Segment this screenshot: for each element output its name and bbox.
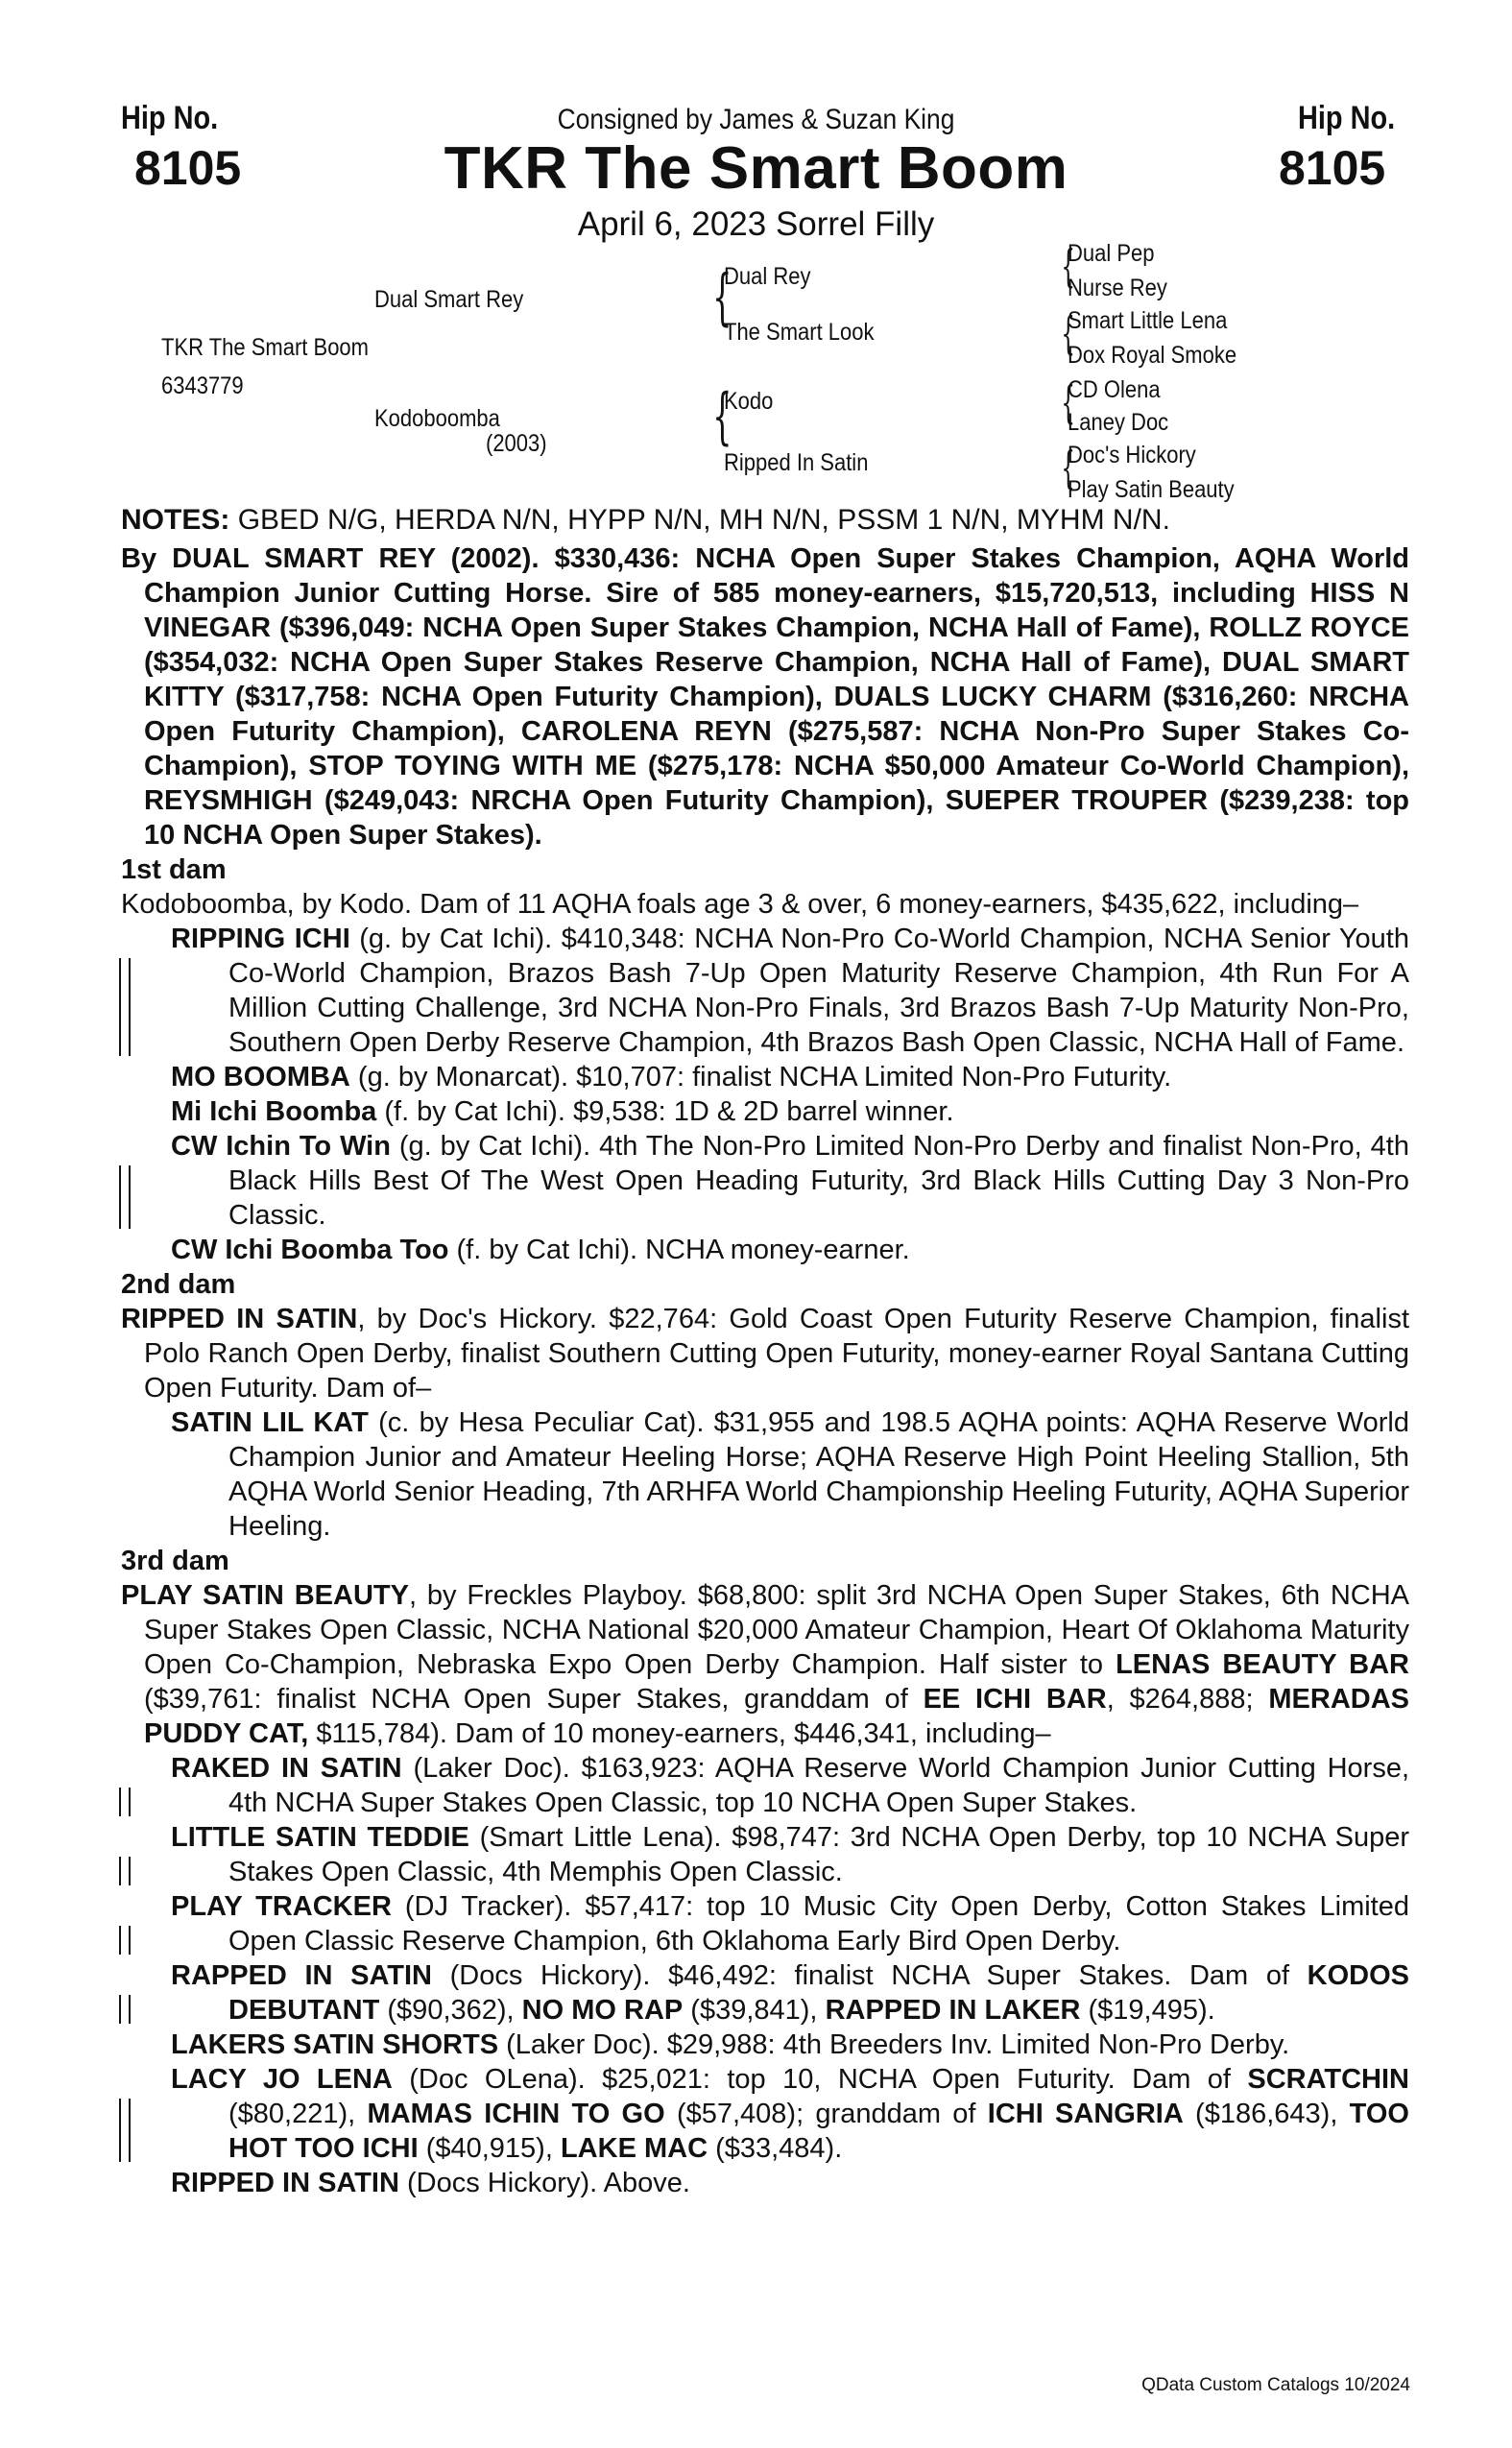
hip-label-left: Hip No. [121,100,219,136]
gen3-2: Nurse Rey [1068,275,1167,301]
hip-label-right: Hip No. [1298,100,1396,136]
sire-dam: The Smart Look [724,319,875,346]
catalog-body [121,503,1409,2200]
produce-entry: LACY JO LENA (Doc OLena). $25,021: top 10, NCHA Open Futurity. Dam of SCRATCHIN ($80,221), MAMAS ICHIN TO GO ($57,408); granddam of ICHI SANGRIA ($186,643), TOO HOT TOO ICHI ($40,915), LAKE MAC ($33,484). [171,2062,1409,2166]
third-dam-intro: PLAY SATIN BEAUTY, by Freckles Playboy. $68,800: split 3rd NCHA Open Super Stakes, 6th NCHA Super Stakes Open Classic, NCHA National $20,000 Amateur Champion, Heart Of Oklahoma Maturity Open Co-Champion, Nebraska Expo Open Derby Champion. Half sister to LENAS BEAUTY BAR ($39,761: finalist NCHA Open Super Stakes, granddam of EE ICHI BAR, $264,888; MERADAS PUDDY CAT, $115,784). Dam of 10 money-earners, $446,341, including– [121,1580,1409,1749]
dam-dam: Ripped In Satin [724,449,869,476]
produce-entry: Mi Ichi Boomba (f. by Cat Ichi). $9,538: 1D & 2D barrel winner. [171,1096,954,1127]
dam-name: Kodoboomba [374,405,500,432]
gen3-7: Doc's Hickory [1068,442,1196,468]
brace-g3-3: { [1061,376,1075,428]
produce-entry: MO BOOMBA (g. by Monarcat). $10,707: finalist NCHA Limited Non-Pro Futurity. [171,1062,1172,1092]
produce-entry: SATIN LIL KAT (c. by Hesa Peculiar Cat). $31,955 and 198.5 AQHA points: AQHA Reserve World Champion Junior and Amateur Heeling Horse; AQHA Reserve High Point Heeling Stallion, 5th AQHA World Senior Heading, 7th ARHFA World Championship Heeling Futurity, AQHA Superior Heeling. [171,1407,1409,1542]
registration-number: 6343779 [161,372,244,399]
pedigree-horse-name: TKR The Smart Boom [161,334,369,361]
first-dam-produce [121,922,1409,1267]
horse-name-title: TKR The Smart Boom [444,135,1068,202]
sire-name: Dual Smart Rey [374,286,524,313]
brace-dam: { [712,381,732,452]
gen3-5: CD Olena [1068,376,1161,403]
foaling-info: April 6, 2023 Sorrel Filly [577,205,935,243]
gen3-6: Laney Doc [1068,409,1169,436]
produce-entry: CW Ichi Boomba Too (f. by Cat Ichi). NCHA money-earner. [171,1235,910,1265]
second-dam-intro: RIPPED IN SATIN, by Doc's Hickory. $22,764: Gold Coast Open Futurity Reserve Champion, finalist Polo Ranch Open Derby, finalist Southern Cutting Open Futurity, money-earner Royal Santana Cutting Open Futurity. Dam of– [121,1304,1410,1404]
brace-sire: { [712,262,732,333]
consignor: Consigned by James & Suzan King [557,104,955,135]
sire-sire: Dual Rey [724,263,811,290]
first-dam-heading: 1st dam [121,854,227,885]
gen3-3: Smart Little Lena [1068,307,1228,334]
hip-number-right: 8105 [1279,141,1386,195]
produce-entry: RIPPING ICHI (g. by Cat Ichi). $410,348: NCHA Non-Pro Co-World Champion, NCHA Senior Youth Co-World Champion, Brazos Bash 7-Up Open Maturity Reserve Champion, 4th Run For A Million Cutting Challenge, 3rd NCHA Non-Pro Finals, 3rd Brazos Bash 7-Up Maturity Non-Pro, Southern Open Derby Reserve Champion, 4th Brazos Bash Open Classic, NCHA Hall of Fame. [171,922,1409,1060]
gen3-1: Dual Pep [1068,240,1155,267]
third-dam-produce [121,1751,1409,2200]
produce-entry: PLAY TRACKER (DJ Tracker). $57,417: top 10 Music City Open Derby, Cotton Stakes Limited Open Classic Reserve Champion, 6th Oklahoma Early Bird Open Derby. [171,1889,1409,1958]
produce-entry: LITTLE SATIN TEDDIE (Smart Little Lena). $98,747: 3rd NCHA Open Derby, top 10 NCHA Super Stakes Open Classic, 4th Memphis Open Classic. [171,1820,1409,1889]
brace-g3-4: { [1061,442,1075,493]
notes-text: GBED N/G, HERDA N/N, HYPP N/N, MH N/N, PSSM 1 N/N, MYHM N/N. [237,504,1170,536]
gen3-8: Play Satin Beauty [1068,476,1235,503]
brace-g3-2: { [1061,307,1075,359]
produce-entry: CW Ichin To Win (g. by Cat Ichi). 4th The Non-Pro Limited Non-Pro Derby and finalist Non-Pro, 4th Black Hills Best Of The West Open Heading Futurity, 3rd Black Hills Cutting Day 3 Non-Pro Classic. [171,1129,1409,1233]
third-dam-heading: 3rd dam [121,1546,229,1576]
sire-paragraph: By DUAL SMART REY (2002). $330,436: NCHA Open Super Stakes Champion, AQHA World Champion Junior Cutting Horse. Sire of 585 money-earners, $15,720,513, including HISS N VINEGAR ($396,049: NCHA Open Super Stakes Champion, NCHA Hall of Fame), ROLLZ ROYCE ($354,032: NCHA Open Super Stakes Reserve Champion, NCHA Hall of Fame), DUAL SMART KITTY ($317,758: NCHA Open Futurity Champion), DUALS LUCKY CHARM ($316,260: NRCHA Open Futurity Champion), CAROLENA REYN ($275,587: NCHA Non-Pro Super Stakes Co-Champion), STOP TOYING WITH ME ($275,178: NCHA $50,000 Amateur Co-World Champion), REYSMHIGH ($249,043: NRCHA Open Futurity Champion), SUEPER TROUPER ($239,238: top 10 NCHA Open Super Stakes). [121,543,1409,851]
gen3-4: Dox Royal Smoke [1068,342,1237,369]
dam-year: (2003) [486,430,547,457]
produce-entry: RAPPED IN SATIN (Docs Hickory). $46,492: finalist NCHA Super Stakes. Dam of KODOS DEBUTANT ($90,362), NO MO RAP ($39,841), RAPPED IN LAKER ($19,495). [171,1958,1409,2028]
produce-entry: RAKED IN SATIN (Laker Doc). $163,923: AQHA Reserve World Champion Junior Cutting Horse, 4th NCHA Super Stakes Open Classic, top 10 NCHA Open Super Stakes. [171,1751,1409,1820]
produce-entry: LAKERS SATIN SHORTS (Laker Doc). $29,988: 4th Breeders Inv. Limited Non-Pro Derby. [171,2029,1290,2060]
first-dam-intro: Kodoboomba, by Kodo. Dam of 11 AQHA foals age 3 & over, 6 money-earners, $435,622, including– [121,889,1359,920]
hip-number-left: 8105 [134,141,242,195]
dam-sire: Kodo [724,388,774,415]
second-dam-heading: 2nd dam [121,1269,236,1300]
notes-label: NOTES: [121,504,230,536]
footer-credit: QData Custom Catalogs 10/2024 [1141,2375,1410,2395]
brace-g3-1: { [1061,240,1075,292]
notes-line [121,503,1409,538]
produce-entry: RIPPED IN SATIN (Docs Hickory). Above. [171,2168,690,2198]
